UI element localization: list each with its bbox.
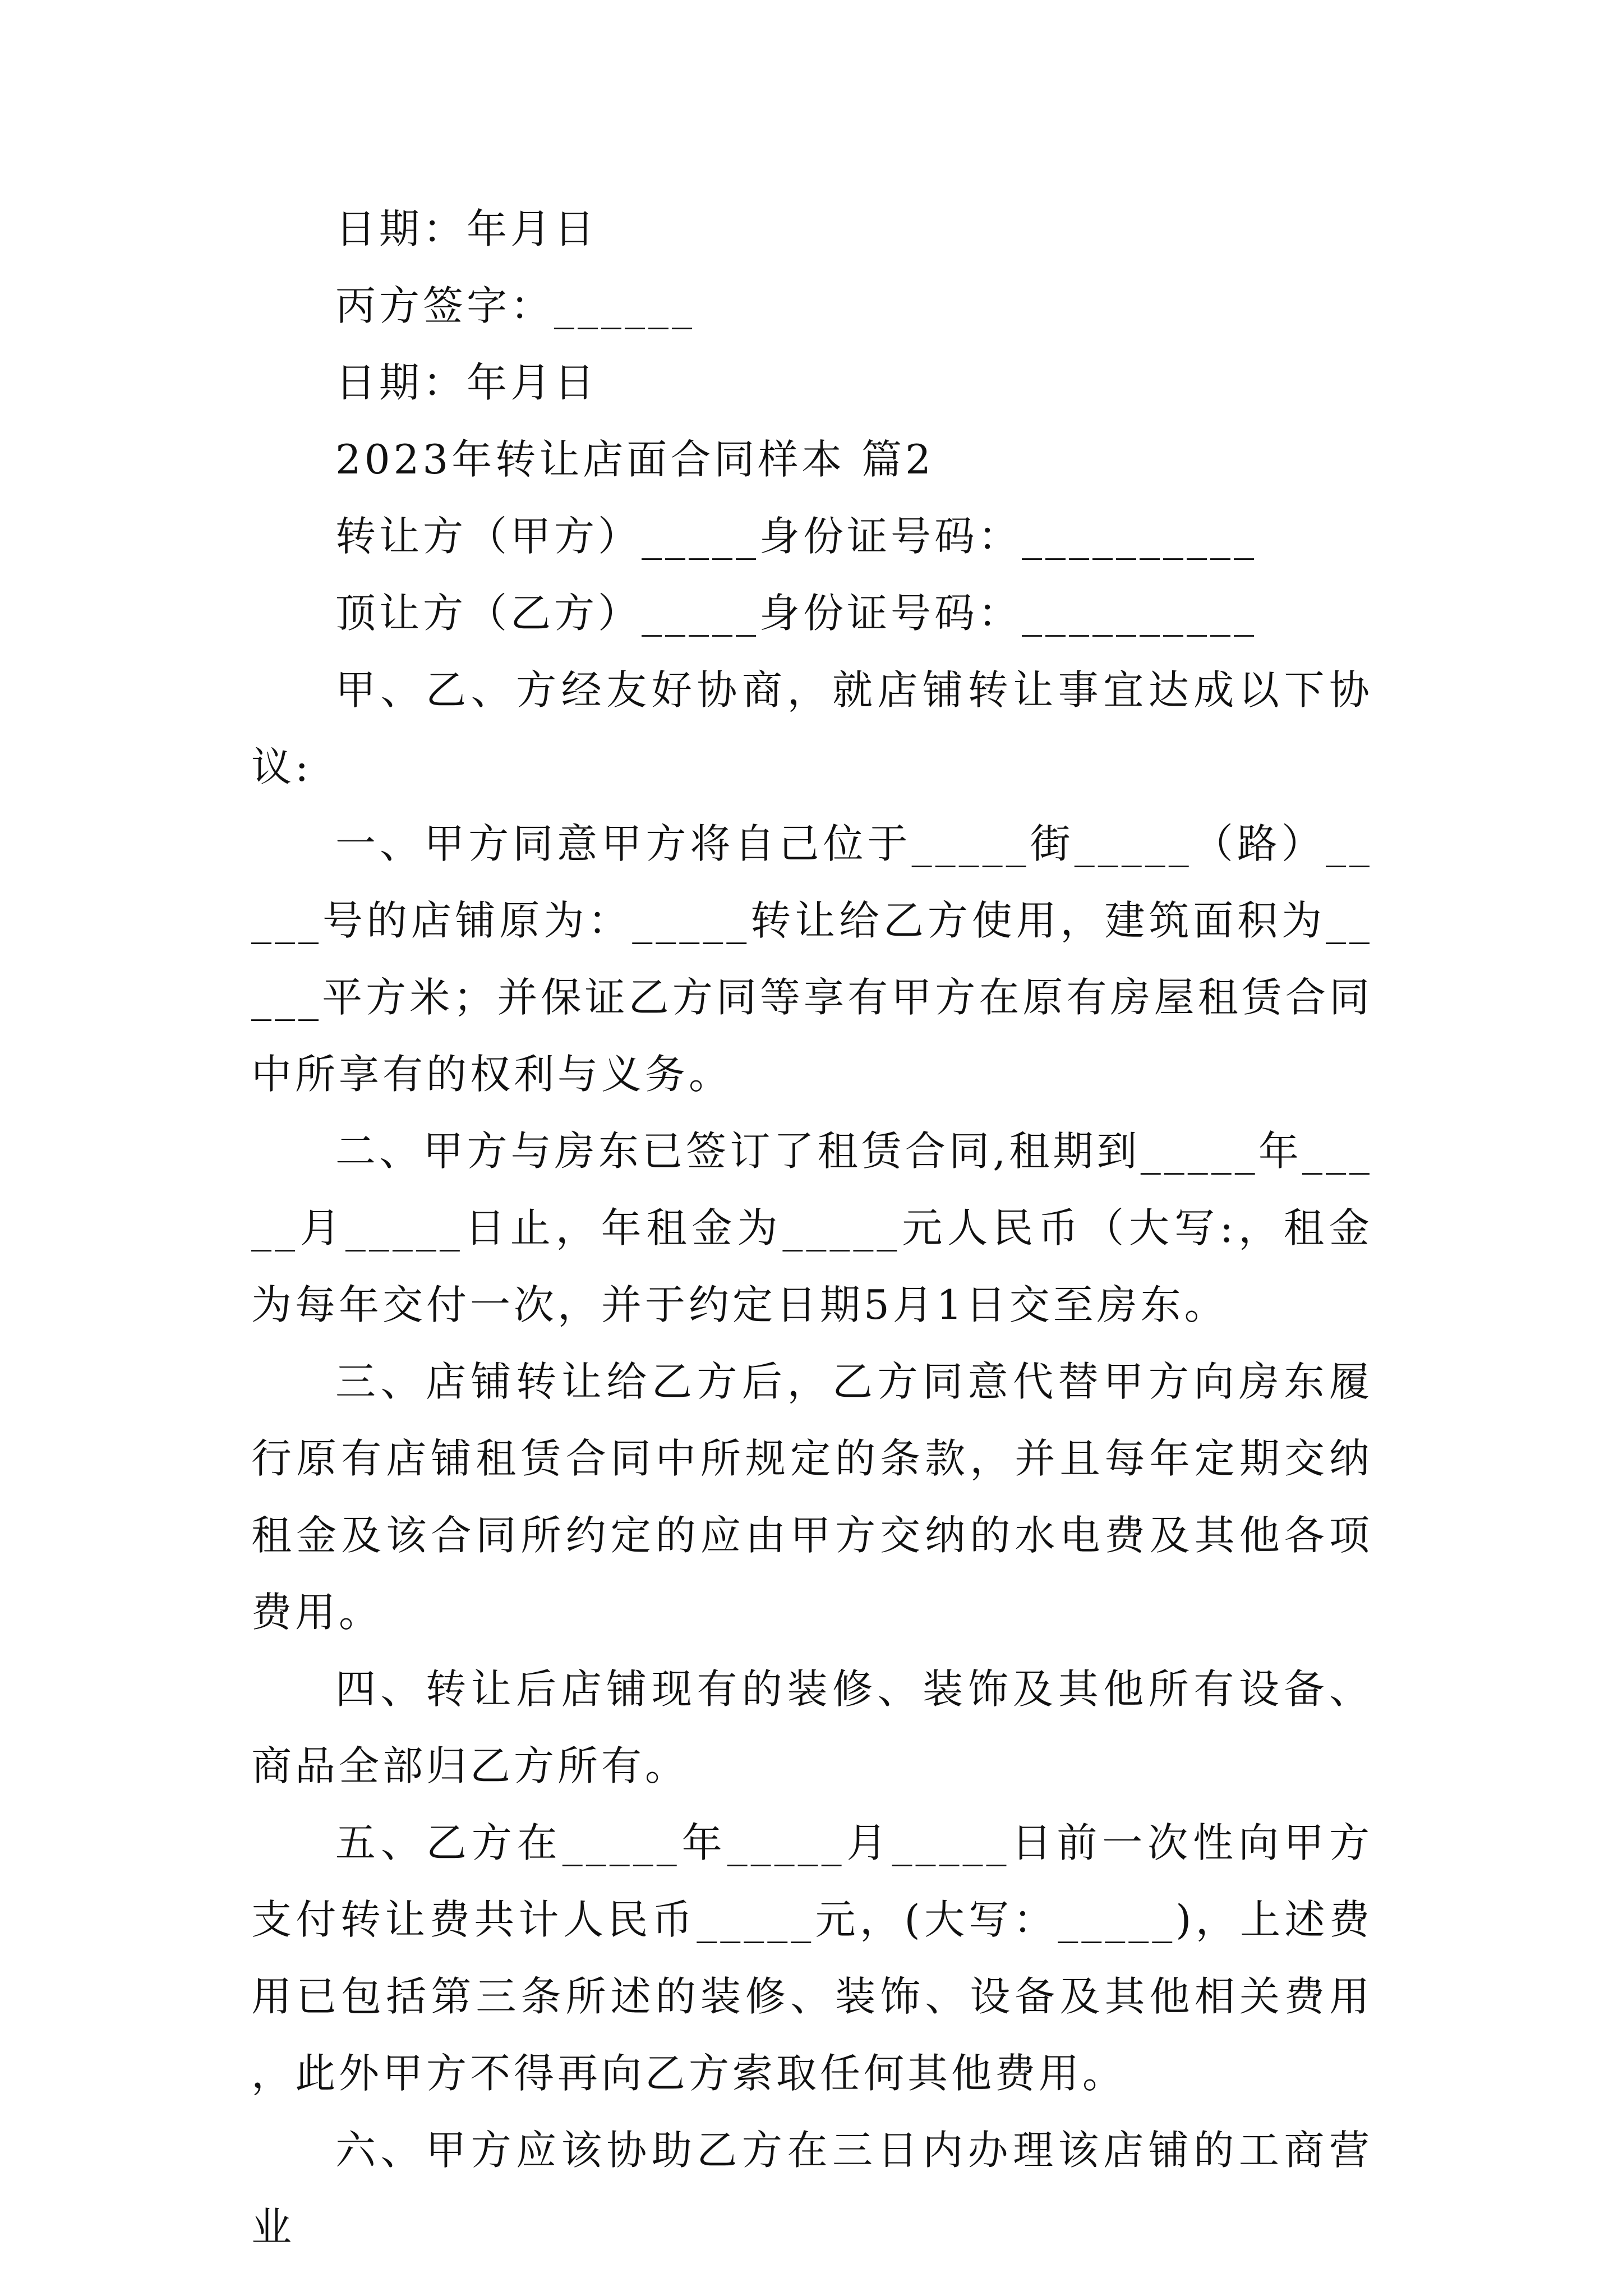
clause-1: 一、甲方同意甲方将自己位于_____街_____（路）_____号的店铺原为：_____转让给乙方使用，建筑面积为_____平方米；并保证乙方同等享有甲方在原有房屋租赁合同中所享有的权利与义务。 <box>251 820 1373 1098</box>
date-line-1: 日期：年月日 <box>335 205 598 252</box>
party-c-signature-line: 丙方签字：______ <box>335 282 696 329</box>
contract-title: 2023年转让店面合同样本 篇2 <box>335 436 934 483</box>
date-line-2: 日期：年月日 <box>335 359 598 406</box>
transferee-line: 顶让方（乙方）_____身份证号码：__________ <box>335 590 1258 637</box>
clause-3: 三、店铺转让给乙方后，乙方同意代替甲方向房东履行原有店铺租赁合同中所规定的条款，并且每年定期交纳租金及该合同所约定的应由甲方交纳的水电费及其他各项费用。 <box>251 1358 1373 1636</box>
agreement-intro: 甲、乙、方经友好协商，就店铺转让事宜达成以下协议: <box>251 666 1373 790</box>
clause-6: 六、甲方应该协助乙方在三日内办理该店铺的工商营业 <box>251 2127 1373 2251</box>
clause-4: 四、转让后店铺现有的装修、装饰及其他所有设备、商品全部归乙方所有。 <box>251 1665 1373 1789</box>
document-body <box>251 191 1373 2266</box>
transferor-line: 转让方（甲方）_____身份证号码：__________ <box>335 513 1258 560</box>
clause-5: 五、乙方在_____年_____月_____日前一次性向甲方支付转让费共计人民币_____元，(大写：_____)，上述费用已包括第三条所述的装修、装饰、设备及其他相关费用，此外甲方不得再向乙方索取任何其他费用。 <box>251 1819 1373 2097</box>
clause-2: 二、甲方与房东已签订了租赁合同,租期到_____年_____月_____日止，年租金为_____元人民币（大写:，租金为每年交付一次，并于约定日期5月1日交至房东。 <box>251 1128 1373 1328</box>
